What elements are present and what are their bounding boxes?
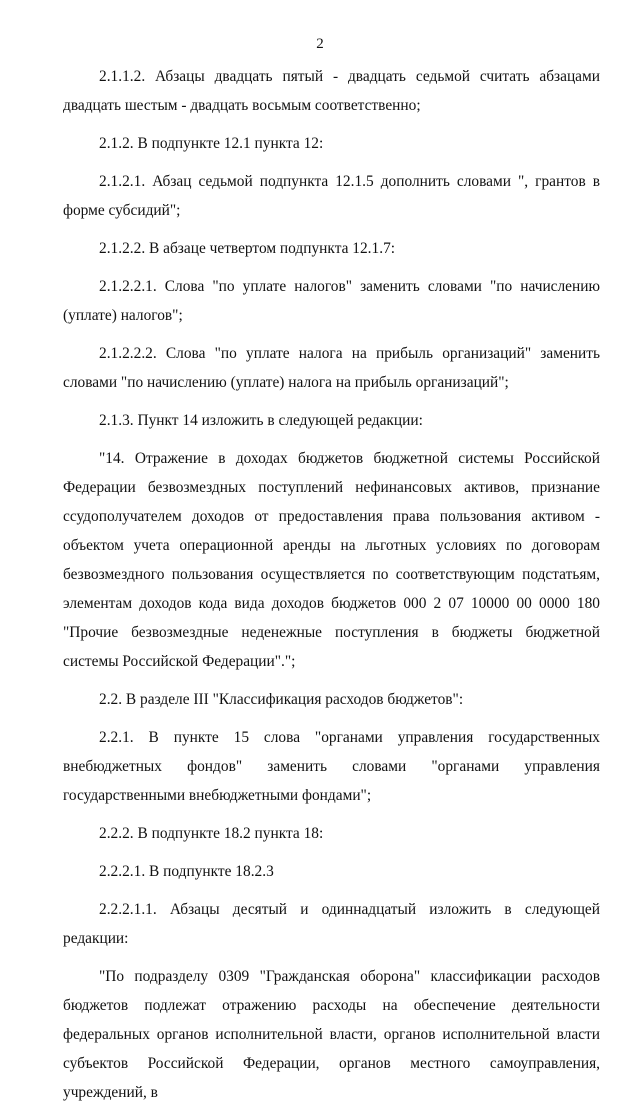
paragraph: 2.2. В разделе III "Классификация расходов бюджетов":: [99, 691, 464, 708]
paragraph: 2.1.3. Пункт 14 изложить в следующей редакции:: [99, 412, 423, 429]
paragraph: 2.1.2.1. Абзац седьмой подпункта 12.1.5 дополнить словами ", грантов в форме субсидий";: [63, 173, 600, 219]
paragraph: 2.1.2.2.2. Слова "по уплате налога на прибыль организаций" заменить словами "по начислению (уплате) налога на прибыль организаций";: [63, 345, 600, 391]
paragraph: 2.1.2.2. В абзаце четвертом подпункта 12.1.7:: [99, 240, 396, 257]
paragraph: 2.2.2.1. В подпункте 18.2.3: [99, 863, 274, 880]
paragraph: 2.2.1. В пункте 15 слова "органами управления государственных внебюджетных фондов" заменить словами "органами управления государственными внебюджетными фондами";: [63, 729, 600, 804]
paragraph: 2.1.1.2. Абзацы двадцать пятый - двадцать седьмой считать абзацами двадцать шестым - двадцать восьмым соответственно;: [63, 68, 600, 114]
paragraph: "14. Отражение в доходах бюджетов бюджетной системы Российской Федерации безвозмездных поступлений нефинансовых активов, признание ссудополучателем доходов от предоставления права пользования активом - объектом учета операционной аренды на льготных условиях по договорам безвозмездного пользования осуществляется по соответствующим подстатьям, элементам доходов кода вида доходов бюджетов 000 2 07 10000 00 0000 180 "Прочие безвозмездные неденежные поступления в бюджеты бюджетной системы Российской Федерации".";: [63, 450, 600, 670]
page-number: 2: [316, 36, 324, 52]
paragraph: 2.1.2.2.1. Слова "по уплате налогов" заменить словами "по начислению (уплате) налогов";: [63, 278, 600, 324]
document-body: [63, 62, 600, 1107]
paragraph: "По подразделу 0309 "Гражданская оборона" классификации расходов бюджетов подлежат отражению расходы на обеспечение деятельности федеральных органов исполнительной власти, органов исполнительной власти субъектов Российской Федерации, органов местного самоуправления, учреждений, в: [63, 968, 600, 1101]
paragraph: 2.1.2. В подпункте 12.1 пункта 12:: [99, 135, 324, 152]
paragraph: 2.2.2. В подпункте 18.2 пункта 18:: [99, 825, 324, 842]
paragraph: 2.2.2.1.1. Абзацы десятый и одиннадцатый изложить в следующей редакции:: [63, 901, 600, 947]
